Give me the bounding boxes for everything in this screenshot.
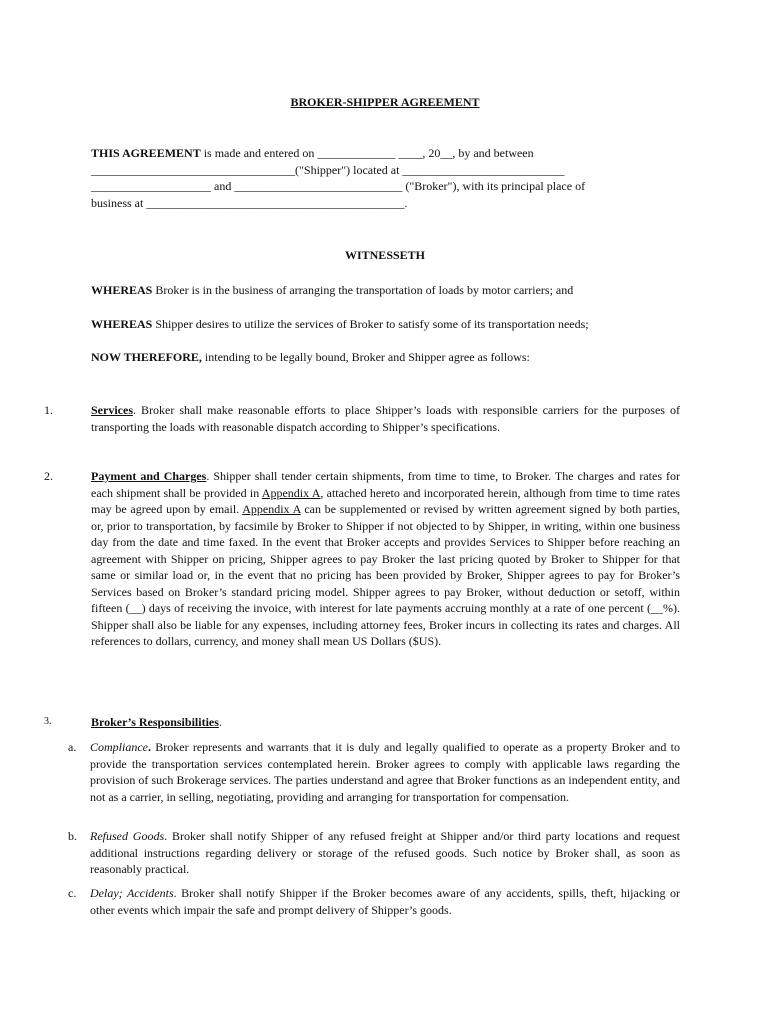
section-1-heading: Services	[91, 403, 133, 417]
whereas-1-text: Broker is in the business of arranging the transportation of loads by motor carriers; and	[152, 283, 574, 297]
subsection-c-text: . Broker shall notify Shipper if the Broker becomes aware of any accidents, spills, theft, hijacking or other events which impair the safe and prompt delivery of Shipper’s goods.	[90, 886, 681, 917]
intro-paragraph	[91, 145, 680, 211]
subsection-c-delay-accidents	[68, 885, 681, 918]
now-therefore-lead: NOW THEREFORE,	[91, 350, 202, 364]
section-2-text-part-1: . Shipper shall tender certain shipments, from time to time, to Broker. The charges and rates for each shipment shall be provided in	[91, 469, 680, 500]
subsection-b-letter: b.	[68, 829, 77, 843]
subsection-c-term: Delay; Accidents	[90, 886, 174, 900]
whereas-clause-1	[91, 282, 680, 299]
intro-line-1	[91, 145, 680, 162]
now-therefore-clause	[91, 349, 680, 366]
subsection-b-refused-goods	[68, 828, 680, 878]
intro-line-1-text: is made and entered on _____________ ____, 20__, by and between	[200, 146, 534, 160]
subsection-a-term-dot: .	[148, 740, 151, 754]
whereas-clause-2	[91, 316, 680, 333]
section-3-heading-line	[91, 714, 680, 731]
section-3-heading: Broker’s Responsibilities	[91, 715, 219, 729]
section-3-heading-period: .	[218, 715, 222, 729]
section-2-text-part-3: can be supplemented or revised by written agreement signed by both parties, or, prior to transportation, by facsimile by Broker to Shipper if not objected to by Shipper, in writing, within one business day from the date and time faxed. In the event that Broker accepts and provides Services to Shipper before reaching an agreement with Shipper on pricing, Shipper agrees to pay Broker the last pricing quoted by Broker to Shipper for that same or similar load or, in the event that no pricing has been provided by Broker, Shipper agrees to pay for Broker’s Services based on Broker’s standard pricing model. Shipper agrees to pay Broker, without deduction or setoff, within fifteen (__) days of receiving the invoice, with interest for late payments accruing monthly at a rate of one percent (__%). Shipper shall also be liable for any expenses, including attorney fees, Broker incurs in collecting its rates and charges. All references to dollars, currency, and money shall mean US Dollars ($US).	[91, 502, 681, 648]
section-1-services	[91, 402, 680, 435]
subsection-a-term: Compliance	[90, 740, 148, 754]
intro-lead: THIS AGREEMENT	[91, 146, 201, 160]
section-2-heading: Payment and Charges	[91, 469, 207, 483]
subsection-b-term: Refused Goods	[90, 829, 165, 843]
appendix-a-reference-1: Appendix A	[261, 485, 321, 500]
intro-line-2: __________________________________("Shipper") located at ___________________________	[91, 162, 565, 177]
now-therefore-text: intending to be legally bound, Broker and Shipper agree as follows:	[201, 350, 530, 364]
section-1-number: 1.	[44, 403, 53, 417]
whereas-2-lead: WHEREAS	[91, 317, 153, 331]
whereas-2-text: Shipper desires to utilize the services of Broker to satisfy some of its transportation needs;	[152, 317, 589, 331]
section-3-number: 3.	[44, 716, 52, 727]
appendix-a-reference-2: Appendix A	[242, 502, 301, 516]
section-2-number: 2.	[44, 469, 53, 483]
subsection-a-letter: a.	[68, 740, 77, 754]
whereas-1-lead: WHEREAS	[91, 283, 153, 297]
document-title: BROKER-SHIPPER AGREEMENT	[290, 95, 480, 109]
intro-line-4: business at ___________________________________________.	[91, 195, 408, 210]
subsection-a-text: Broker represents and warrants that it is duly and legally qualified to operate as a property Broker and to provide the transportation services contemplated herein. Broker agrees to comply with applicable laws regarding the provision of such Brokerage services. The parties understand and agree that Broker functions as an independent entity, and not as a carrier, in selling, negotiating, providing and arranging for transportation for compensation.	[90, 740, 680, 804]
witnesseth-heading: WITNESSETH	[344, 248, 426, 262]
section-1-text: . Broker shall make reasonable efforts to place Shipper’s loads with responsible carriers for the purposes of transporting the loads with reasonable dispatch according to Shipper’s specifications.	[91, 403, 680, 434]
subsection-b-text: . Broker shall notify Shipper of any refused freight at Shipper and/or third party locations and request additional instructions regarding delivery or storage of the refused goods. Such notice by Broker shall, as soon as reasonably practical.	[90, 829, 680, 876]
subsection-a-compliance	[68, 739, 680, 805]
intro-line-3: ____________________ and ____________________________ ("Broker"), with its principal place of	[91, 179, 586, 193]
section-2-payment-and-charges	[91, 468, 680, 650]
section-2-text-part-2: , attached hereto and incorporated herein, although from time to time rates may be agreed upon by email.	[91, 485, 680, 516]
subsection-c-letter: c.	[68, 886, 77, 900]
